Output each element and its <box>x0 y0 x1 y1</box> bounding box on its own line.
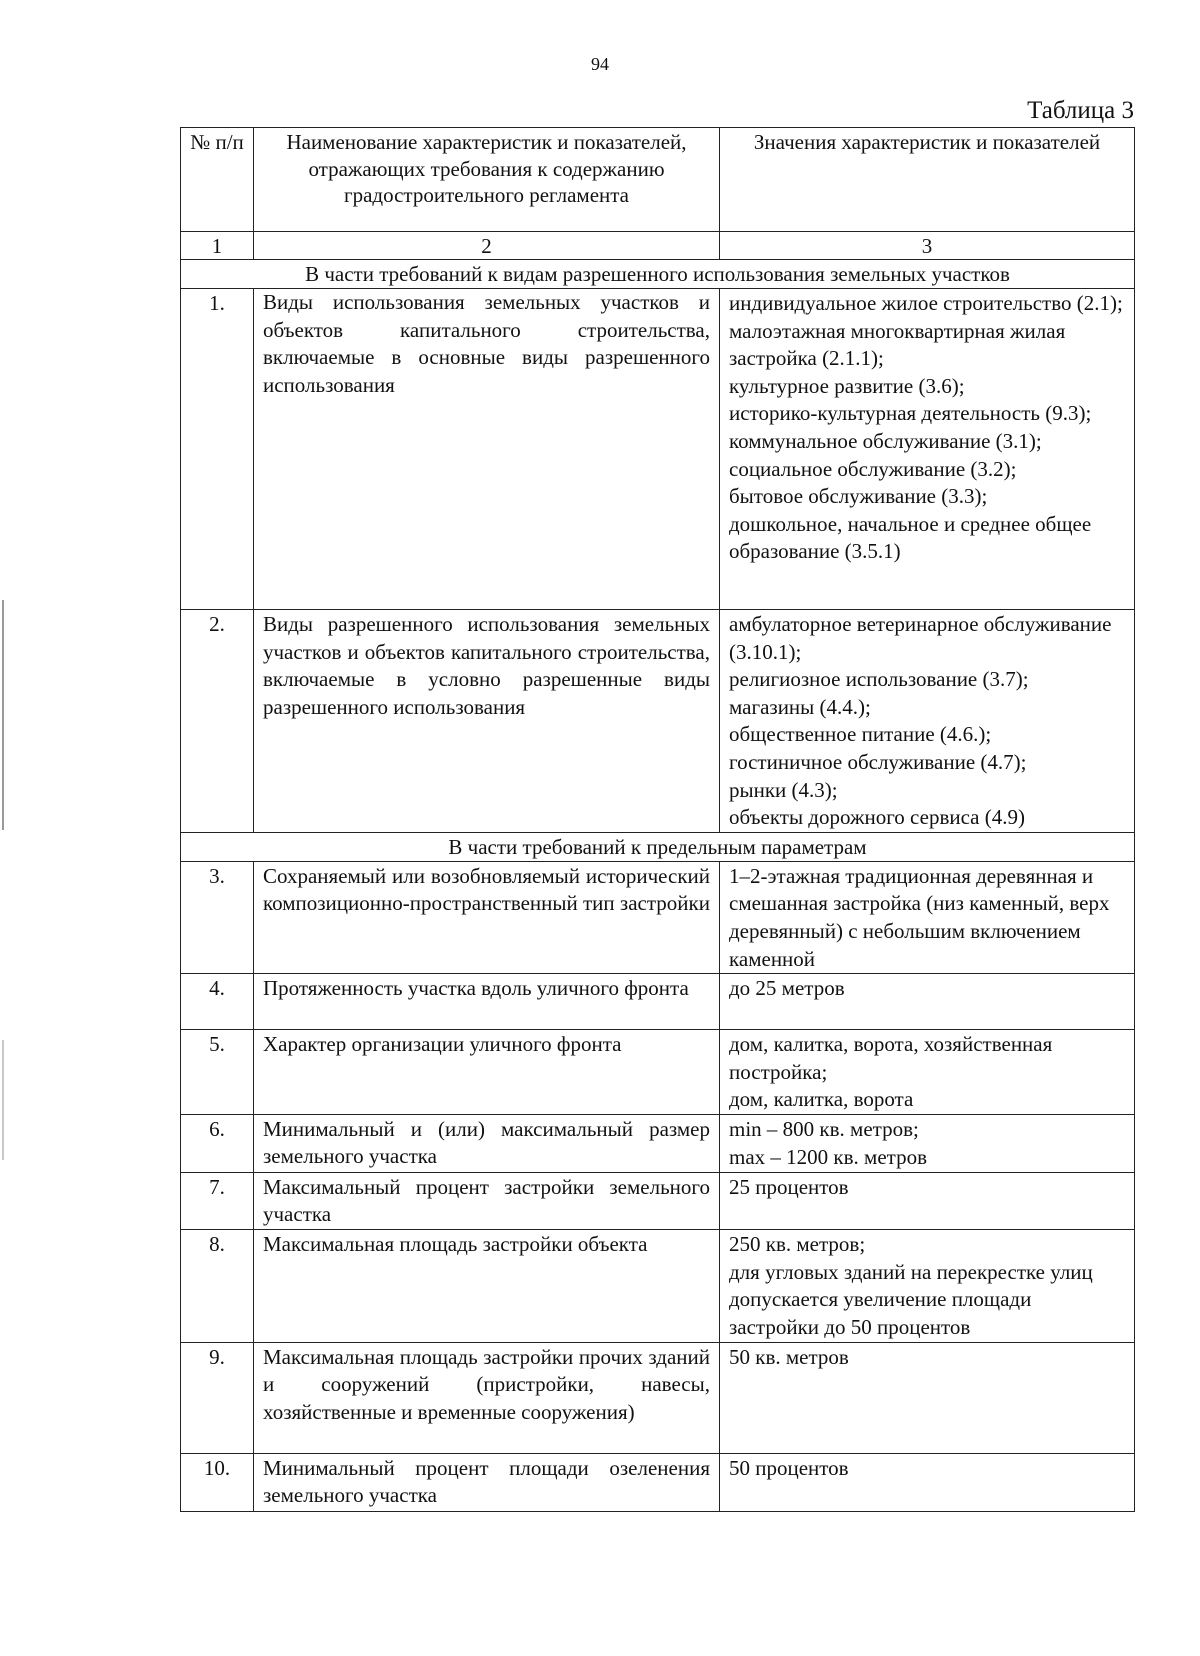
row-values <box>720 1342 1135 1453</box>
value-line: 250 кв. метров; <box>729 1231 866 1256</box>
table-row <box>181 610 1135 833</box>
row-number: 8. <box>181 1229 254 1342</box>
value-line: культурное развитие (3.6); <box>729 373 965 398</box>
row-name: Минимальный процент площади озеленения земельного участка <box>254 1453 720 1511</box>
table-header-row <box>181 128 1135 232</box>
column-index-row <box>181 232 1135 260</box>
value-line: социальное обслуживание (3.2); <box>729 456 1017 481</box>
row-name: Сохраняемый или возобновляемый исторический композиционно-пространственный тип застройки <box>254 861 720 973</box>
page-number: 94 <box>591 54 609 74</box>
section-heading: В части требований к предельным параметрам <box>181 832 1135 861</box>
value-line: общественное питание (4.6.); <box>729 722 992 747</box>
row-name: Минимальный и (или) максимальный размер земельного участка <box>254 1114 720 1172</box>
scan-edge-mark <box>2 600 4 830</box>
row-name: Максимальная площадь застройки прочих зданий и сооружений (пристройки, навесы, хозяйственные и временные сооружения) <box>254 1342 720 1453</box>
table-row <box>181 861 1135 973</box>
row-number: 3. <box>181 861 254 973</box>
header-values: Значения характеристик и показателей <box>720 128 1135 232</box>
value-line: историко-культурная деятельность (9.3); <box>729 401 1092 426</box>
value-line: min – 800 кв. метров; <box>729 1116 919 1141</box>
value-line: рынки (4.3); <box>729 777 838 802</box>
table-row <box>181 1114 1135 1172</box>
row-number: 5. <box>181 1030 254 1115</box>
section-row <box>181 832 1135 861</box>
row-number: 9. <box>181 1342 254 1453</box>
value-line: дошкольное, начальное и среднее общее образование (3.5.1) <box>729 511 1092 564</box>
table-row <box>181 1030 1135 1115</box>
row-name: Виды разрешенного использования земельных участков и объектов капитального строительства, включаемые в условно разрешенные виды разрешенного использования <box>254 610 720 833</box>
row-values <box>720 974 1135 1030</box>
header-number: № п/п <box>181 128 254 232</box>
row-name: Характер организации уличного фронта <box>254 1030 720 1115</box>
row-values <box>720 1229 1135 1342</box>
value-line: магазины (4.4.); <box>729 694 871 719</box>
value-line: 50 кв. метров <box>729 1344 849 1369</box>
regulation-table <box>180 127 1135 1512</box>
row-name: Протяженность участка вдоль уличного фронта <box>254 974 720 1030</box>
row-values <box>720 1172 1135 1229</box>
scan-edge-mark <box>2 1040 4 1160</box>
table-row <box>181 289 1135 610</box>
header-name: Наименование характеристик и показателей, отражающих требования к содержанию градостроительного регламента <box>254 128 720 232</box>
row-number: 2. <box>181 610 254 833</box>
value-line: малоэтажная многоквартирная жилая застройка (2.1.1); <box>729 318 1066 371</box>
table-row <box>181 1453 1135 1511</box>
value-line: индивидуальное жилое строительство (2.1); <box>729 291 1123 315</box>
row-values <box>720 1030 1135 1115</box>
value-line: для угловых зданий на перекрестке улиц допускается увеличение площади застройки до 50 процентов <box>729 1259 1093 1339</box>
row-number: 6. <box>181 1114 254 1172</box>
table-caption: Таблица 3 <box>1027 97 1134 124</box>
row-values <box>720 1453 1135 1511</box>
section-heading: В части требований к видам разрешенного использования земельных участков <box>181 260 1135 289</box>
row-values <box>720 610 1135 833</box>
row-values <box>720 289 1135 610</box>
column-index: 1 <box>181 232 254 260</box>
table-row <box>181 1229 1135 1342</box>
row-values <box>720 861 1135 973</box>
value-line: коммунальное обслуживание (3.1); <box>729 428 1042 453</box>
value-line: 50 процентов <box>729 1455 849 1480</box>
row-number: 4. <box>181 974 254 1030</box>
row-name: Максимальный процент застройки земельного участка <box>254 1172 720 1229</box>
column-index: 2 <box>254 232 720 260</box>
value-line: гостиничное обслуживание (4.7); <box>729 749 1027 774</box>
row-name: Виды использования земельных участков и объектов капитального строительства, включаемые в основные виды разрешенного использования <box>254 289 720 610</box>
table-row <box>181 1172 1135 1229</box>
row-number: 1. <box>181 289 254 610</box>
value-line: религиозное использование (3.7); <box>729 667 1029 692</box>
value-line: до 25 метров <box>729 976 845 1001</box>
row-name: Максимальная площадь застройки объекта <box>254 1229 720 1342</box>
table-row <box>181 974 1135 1030</box>
section-row <box>181 260 1135 289</box>
value-line: бытовое обслуживание (3.3); <box>729 484 988 509</box>
value-line: max – 1200 кв. метров <box>729 1144 927 1169</box>
value-line: дом, калитка, ворота, хозяйственная постройка; <box>729 1032 1053 1084</box>
value-line: амбулаторное ветеринарное обслуживание (3.10.1); <box>729 612 1112 664</box>
value-line: 1–2-этажная традиционная деревянная и смешанная застройка (низ каменный, верх деревянный) с небольшим включением каменной <box>729 863 1110 971</box>
row-values <box>720 1114 1135 1172</box>
row-number: 7. <box>181 1172 254 1229</box>
table-row <box>181 1342 1135 1453</box>
row-number: 10. <box>181 1453 254 1511</box>
value-line: дом, калитка, ворота <box>729 1087 914 1112</box>
value-line: 25 процентов <box>729 1174 849 1199</box>
value-line: объекты дорожного сервиса (4.9) <box>729 805 1025 830</box>
column-index: 3 <box>720 232 1135 260</box>
